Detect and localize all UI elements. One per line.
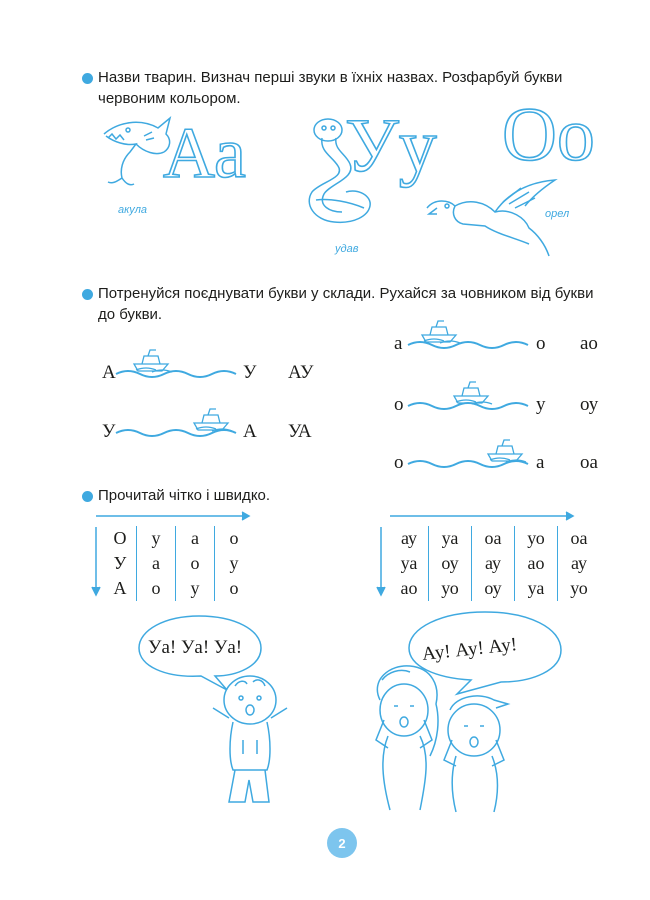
boat-wave-path xyxy=(116,340,244,380)
table-cell: о xyxy=(137,576,176,601)
caption-shark: акула xyxy=(118,204,148,216)
baby-illustration xyxy=(205,670,295,810)
task1-bullet xyxy=(82,73,93,84)
letter-a-outline: Аа xyxy=(163,113,247,193)
kids-bubble-text: Ау! Ау! Ау! xyxy=(421,634,519,665)
arrow-down-icon xyxy=(376,527,386,599)
table-cell: оу xyxy=(429,551,472,576)
syllable-end-letter: У xyxy=(243,362,257,383)
kids-illustration xyxy=(360,660,530,815)
syllable-result: оа xyxy=(580,452,598,473)
baby-bubble-text: Уа! Уа! Уа! xyxy=(148,637,243,658)
task2-bullet xyxy=(82,289,93,300)
table-cell: уа xyxy=(429,526,472,551)
boat-wave-path xyxy=(408,430,536,470)
table-cell: уо xyxy=(515,526,558,551)
syllable-start-letter: о xyxy=(394,452,404,473)
table-cell: оу xyxy=(472,576,515,601)
syllable-start-letter: а xyxy=(394,333,403,354)
task2-instruction: Потренуйся поєднувати букви у склади. Рухайся за човником від букви до букви. xyxy=(98,285,594,323)
table-cell: У xyxy=(113,553,127,573)
table-cell: у xyxy=(176,576,215,601)
table-cell: уа xyxy=(400,553,418,573)
syllable-end-letter: а xyxy=(536,452,545,473)
table-row xyxy=(104,576,253,601)
caption-eagle: орел xyxy=(545,208,570,220)
eagle-illustration xyxy=(425,178,560,263)
table-cell: оа xyxy=(472,526,515,551)
syllable-end-letter: у xyxy=(536,394,546,415)
letter-reading-table xyxy=(104,526,253,601)
boat-wave-path xyxy=(408,311,536,351)
table-cell: ау xyxy=(558,551,601,576)
table-row xyxy=(390,526,600,551)
syllable-start-letter: У xyxy=(102,421,116,442)
arrow-down-icon xyxy=(91,527,101,599)
table-cell: о xyxy=(215,576,254,601)
task3-bullet xyxy=(82,491,93,502)
syllable-result: оу xyxy=(580,394,599,415)
table-cell: а xyxy=(176,526,215,551)
table-cell: ау xyxy=(472,551,515,576)
syllable-result: ао xyxy=(580,333,598,354)
table-cell: ао xyxy=(515,551,558,576)
letter-u-outline: Уу xyxy=(345,104,437,188)
syllable-start-letter: о xyxy=(394,394,404,415)
boat-wave-path xyxy=(408,372,536,412)
table-cell: уо xyxy=(429,576,472,601)
arrow-right-icon xyxy=(96,511,256,521)
syllable-result: УА xyxy=(288,421,312,442)
arrow-right-icon xyxy=(390,511,580,521)
table-cell: у xyxy=(215,551,254,576)
syllable-end-letter: А xyxy=(243,421,257,442)
page-number-badge: 2 xyxy=(327,828,357,858)
syllable-end-letter: о xyxy=(536,333,546,354)
table-cell: О xyxy=(113,528,127,548)
table-cell: А xyxy=(113,578,127,598)
table-row xyxy=(104,551,253,576)
table-cell: ау xyxy=(400,528,418,548)
boat-wave-path xyxy=(116,399,244,439)
table-cell: оа xyxy=(558,526,601,551)
table-cell: у xyxy=(137,526,176,551)
task1-instruction: Назви тварин. Визнач перші звуки в їхніх назвах. Розфарбуй букви червоним кольором. xyxy=(98,69,563,107)
task3-instruction: Прочитай чітко і швидко. xyxy=(98,487,271,504)
table-cell: а xyxy=(137,551,176,576)
table-cell: о xyxy=(176,551,215,576)
syllable-start-letter: А xyxy=(102,362,116,383)
letter-o-outline: Оо xyxy=(502,93,595,177)
syllable-reading-table xyxy=(390,526,600,601)
caption-snake: удав xyxy=(335,243,359,255)
table-cell: о xyxy=(215,526,254,551)
table-row xyxy=(390,576,600,601)
table-cell: уо xyxy=(558,576,601,601)
syllable-result: АУ xyxy=(288,362,314,383)
table-row xyxy=(104,526,253,551)
table-row xyxy=(390,551,600,576)
table-cell: ао xyxy=(400,578,418,598)
table-cell: уа xyxy=(515,576,558,601)
